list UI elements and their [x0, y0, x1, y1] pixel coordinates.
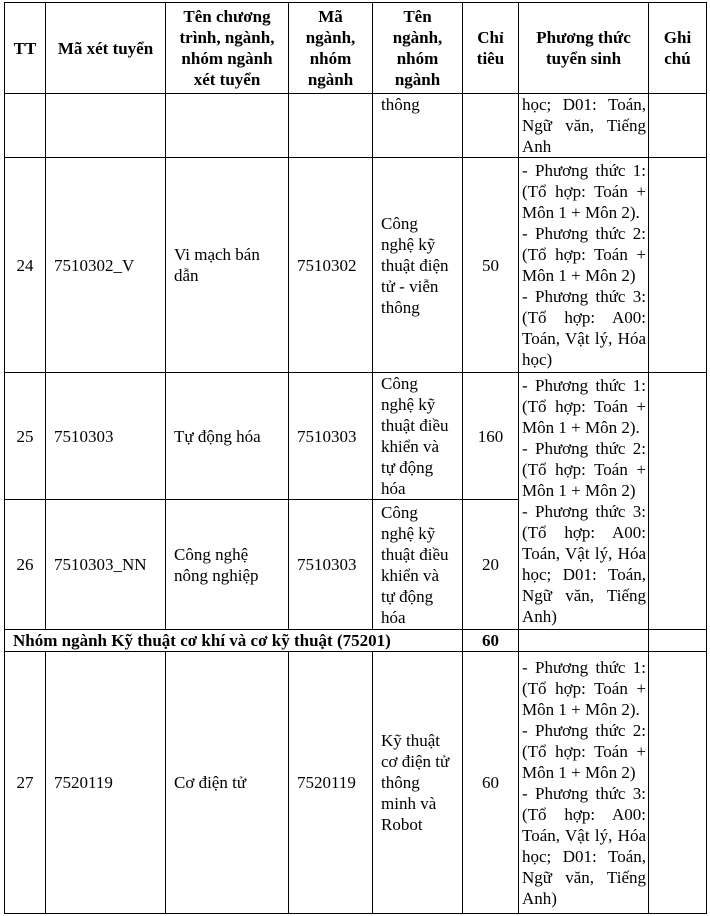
- row-27-ten-nganh-cell: [373, 652, 463, 914]
- header-phuong-thuc-label: Phương thức tuyển sinh: [536, 28, 631, 68]
- admissions-table: [4, 2, 707, 914]
- cont-ghi-chu-cell: [649, 94, 707, 158]
- header-ma-nganh-label: Mã ngành, nhóm ngành: [305, 7, 356, 89]
- cont-phuong-thuc: học; D01: Toán, Ngữ văn, Tiếng Anh: [522, 95, 646, 156]
- row-27-ten-chuong-trinh: Cơ điện tử: [174, 773, 247, 792]
- row-24-ten-nganh-cell: [373, 158, 463, 373]
- table-row: [5, 652, 707, 914]
- row-27-chi-tieu: 60: [463, 652, 519, 914]
- group-chi-tieu: 60: [463, 630, 519, 652]
- row-25-ten-nganh: Công nghệ kỹ thuật điều khiển và tự động hóa: [381, 374, 449, 498]
- row-26-ten-chuong-trinh-cell: [166, 500, 289, 630]
- row-24-ten-nganh: Công nghệ kỹ thuật điện tử - viễn thông: [381, 213, 449, 317]
- row-25-ten-chuong-trinh-cell: [166, 373, 289, 500]
- row-25-ma-nganh: 7510303: [289, 373, 373, 500]
- row-27-phuong-thuc-3: - Phương thức 3: (Tổ hợp: A00: Toán, Vật lý, Hóa học; D01: Toán, Ngữ văn, Tiếng Anh): [522, 783, 646, 908]
- row-24-phuong-thuc-1: - Phương thức 1: (Tổ hợp: Toán + Môn 1 + Môn 2).: [522, 161, 646, 222]
- row-27-ghi-chu: [649, 652, 707, 914]
- row-25-26-phuong-thuc-2: - Phương thức 2: (Tổ hợp: Toán + Môn 1 + Môn 2): [522, 439, 646, 500]
- row-27-phuong-thuc-cell: [519, 652, 649, 914]
- cont-phuong-thuc-cell: [519, 94, 649, 158]
- header-ten-chuong-trinh-label: Tên chương trình, ngành, nhóm ngành xét tuyển: [179, 7, 275, 89]
- row-27-phuong-thuc-1: - Phương thức 1: (Tổ hợp: Toán + Môn 1 + Môn 2).: [522, 657, 646, 719]
- header-tt-label: TT: [13, 39, 37, 59]
- row-27-ten-chuong-trinh-cell: [166, 652, 289, 914]
- header-phuong-thuc: [519, 3, 649, 94]
- row-26-ten-nganh-cell: [373, 500, 463, 630]
- header-ma-xet-tuyen-label: Mã xét tuyển: [57, 39, 154, 59]
- row-25-26-ghi-chu: [649, 373, 707, 630]
- cont-ma-nganh-cell: [289, 94, 373, 158]
- row-24-ghi-chu: [649, 158, 707, 373]
- row-27-tt: 27: [5, 652, 46, 914]
- group-row: [5, 630, 707, 652]
- row-24-tt: 24: [5, 158, 46, 373]
- header-ten-nganh: [373, 3, 463, 94]
- group-phuong-thuc: [519, 630, 649, 652]
- row-25-chi-tieu: 160: [463, 373, 519, 500]
- row-27-ma-nganh: 7520119: [289, 652, 373, 914]
- row-26-ten-nganh: Công nghệ kỹ thuật điều khiển và tự động hóa: [381, 502, 449, 627]
- table-row: [5, 373, 707, 500]
- row-25-ten-nganh-cell: [373, 373, 463, 500]
- header-row: [5, 3, 707, 94]
- row-26-tt: 26: [5, 500, 46, 630]
- row-24-chi-tieu: 50: [463, 158, 519, 373]
- header-ghi-chu: [649, 3, 707, 94]
- row-24-phuong-thuc-cell: [519, 158, 649, 373]
- header-ten-nganh-label: Tên ngành, nhóm ngành: [392, 7, 443, 89]
- table-row: [5, 158, 707, 373]
- row-25-ma-xet-tuyen: 7510303: [46, 373, 166, 500]
- row-25-26-phuong-thuc-cell: [519, 373, 649, 630]
- header-ten-chuong-trinh: [166, 3, 289, 94]
- table-row-continuation: [5, 94, 707, 158]
- header-ma-nganh: [289, 3, 373, 94]
- row-27-ma-xet-tuyen: 7520119: [46, 652, 166, 914]
- row-26-ma-xet-tuyen: 7510303_NN: [46, 500, 166, 630]
- row-24-phuong-thuc-2: - Phương thức 2: (Tổ hợp: Toán + Môn 1 + Môn 2): [522, 224, 646, 285]
- header-tt: [5, 3, 46, 94]
- row-25-tt: 25: [5, 373, 46, 500]
- cont-ten-nganh-cell: [373, 94, 463, 158]
- row-24-ten-chuong-trinh: Vi mạch bán dẫn: [174, 245, 260, 285]
- cont-ten-nganh: thông: [381, 95, 420, 114]
- row-26-ma-nganh: 7510303: [289, 500, 373, 630]
- row-24-ma-xet-tuyen: 7510302_V: [46, 158, 166, 373]
- group-label: Nhóm ngành Kỹ thuật cơ khí và cơ kỹ thuật (75201): [5, 630, 463, 652]
- cont-chi-tieu-cell: [463, 94, 519, 158]
- row-27-phuong-thuc-2: - Phương thức 2: (Tổ hợp: Toán + Môn 1 + Môn 2): [522, 720, 646, 782]
- row-26-chi-tieu: 20: [463, 500, 519, 630]
- header-chi-tieu: [463, 3, 519, 94]
- row-26-ten-chuong-trinh: Công nghệ nông nghiệp: [174, 544, 259, 585]
- row-25-26-phuong-thuc-3: - Phương thức 3: (Tổ hợp: A00: Toán, Vật lý, Hóa học; D01: Toán, Ngữ văn, Tiếng Anh): [522, 502, 646, 626]
- row-24-ma-nganh: 7510302: [289, 158, 373, 373]
- row-25-ten-chuong-trinh: Tự động hóa: [174, 426, 261, 446]
- row-27-ten-nganh: Kỹ thuật cơ điện tử thông minh và Robot: [381, 731, 450, 834]
- cont-ma-xet-tuyen-cell: [46, 94, 166, 158]
- row-25-26-phuong-thuc-1: - Phương thức 1: (Tổ hợp: Toán + Môn 1 + Môn 2).: [522, 376, 646, 437]
- cont-ten-chuong-trinh-cell: [166, 94, 289, 158]
- row-24-ten-chuong-trinh-cell: [166, 158, 289, 373]
- header-ghi-chu-label: Ghi chú: [663, 28, 692, 68]
- header-chi-tieu-label: Chỉ tiêu: [476, 28, 505, 68]
- header-ma-xet-tuyen: [46, 3, 166, 94]
- cont-tt-cell: [5, 94, 46, 158]
- row-24-phuong-thuc-3: - Phương thức 3: (Tổ hợp: A00: Toán, Vật lý, Hóa học): [522, 287, 646, 369]
- group-ghi-chu: [649, 630, 707, 652]
